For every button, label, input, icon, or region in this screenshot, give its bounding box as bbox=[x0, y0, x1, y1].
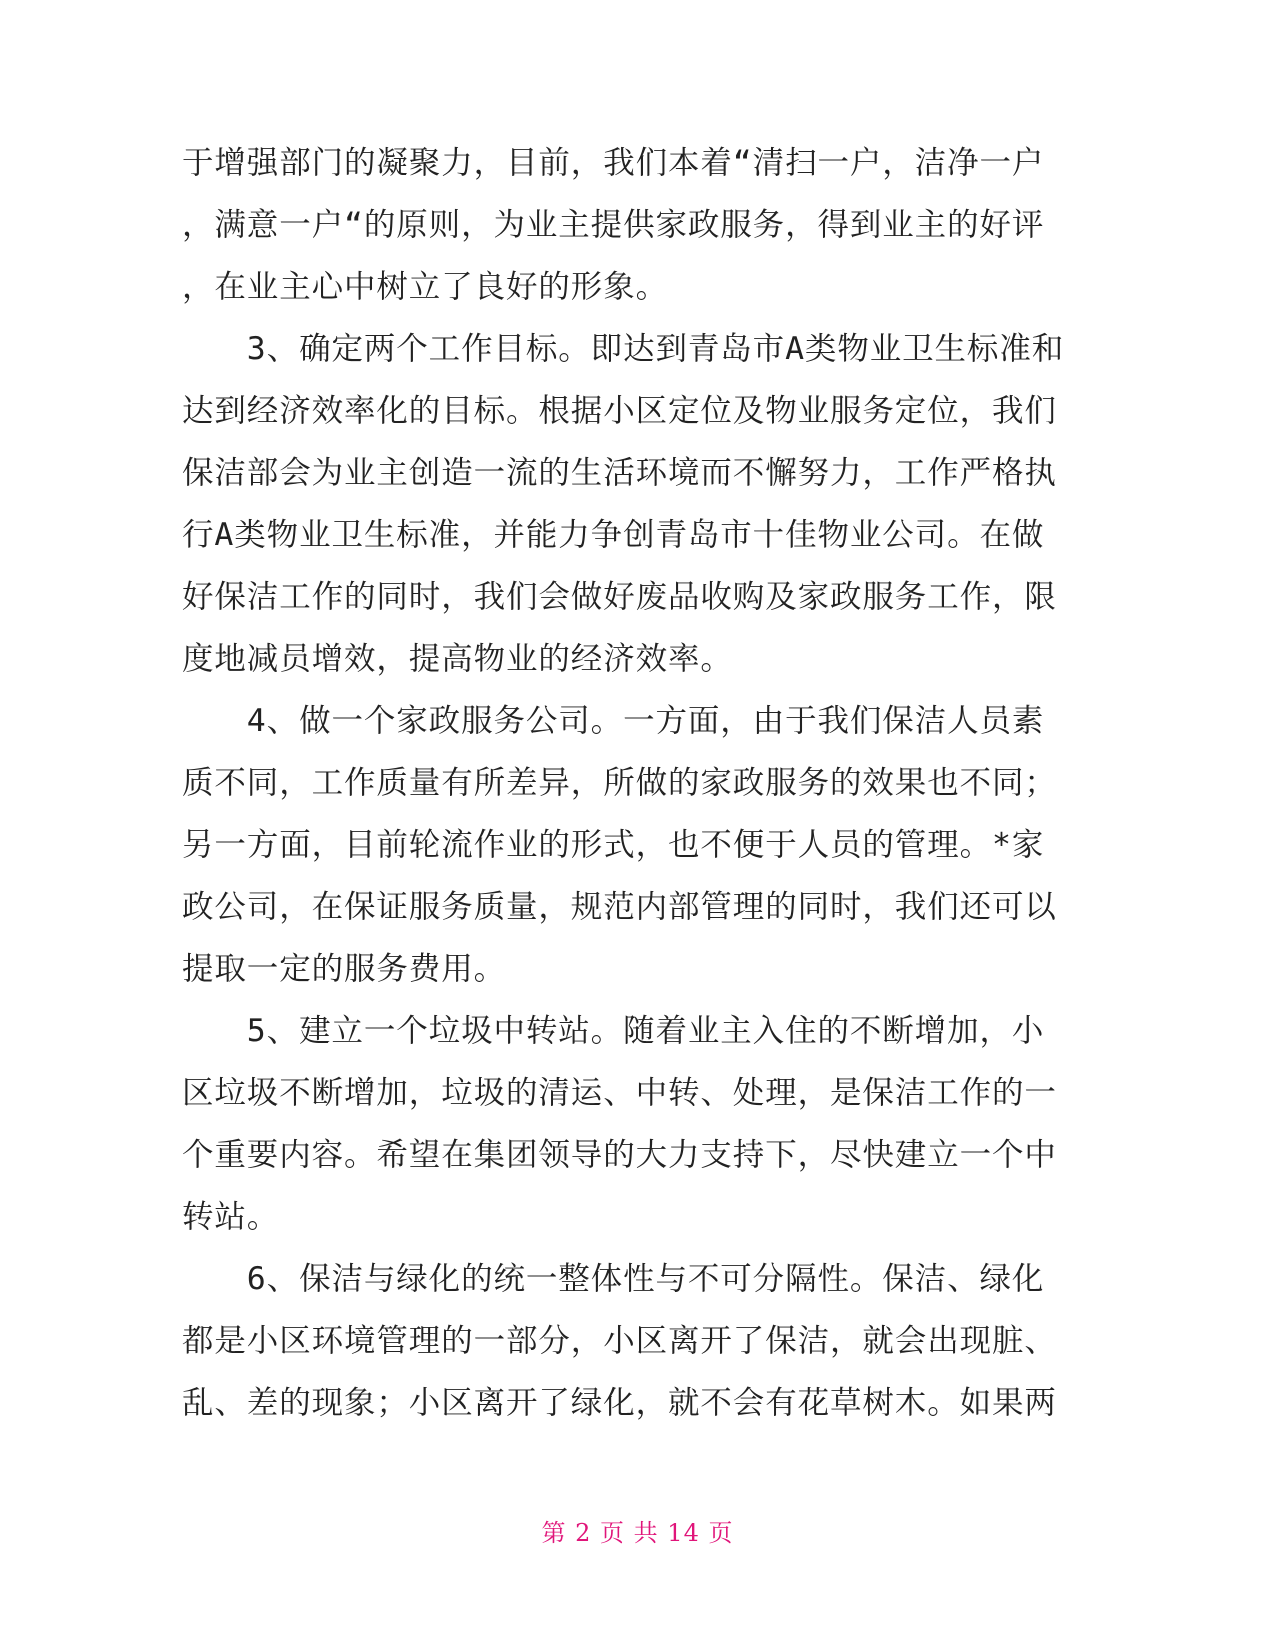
text-line: 行A类物业卫生标准，并能力争创青岛市十佳物业公司。在做 bbox=[182, 517, 1045, 553]
text-line: 好保洁工作的同时，我们会做好废品收购及家政服务工作，限 bbox=[182, 579, 1057, 615]
text-line: ，在业主心中树立了良好的形象。 bbox=[182, 269, 669, 305]
page-number-label: 第 2 页 共 14 页 bbox=[541, 1519, 734, 1547]
text-line: 4、做一个家政服务公司。一方面，由于我们保洁人员素 bbox=[182, 703, 1045, 739]
text-line: 个重要内容。希望在集团领导的大力支持下，尽快建立一个中 bbox=[182, 1137, 1057, 1173]
text-line: 保洁部会为业主创造一流的生活环境而不懈努力，工作严格执 bbox=[182, 455, 1057, 491]
text-line: 5、建立一个垃圾中转站。随着业主入住的不断增加，小 bbox=[182, 1013, 1045, 1049]
text-line: 于增强部门的凝聚力，目前，我们本着“清扫一户，洁净一户 bbox=[182, 145, 1045, 181]
text-line: 另一方面，目前轮流作业的形式，也不便于人员的管理。*家 bbox=[182, 827, 1045, 863]
text-line: 达到经济效率化的目标。根据小区定位及物业服务定位，我们 bbox=[182, 393, 1057, 429]
text-line: 度地减员增效，提高物业的经济效率。 bbox=[182, 641, 733, 677]
text-line: 乱、差的现象；小区离开了绿化，就不会有花草树木。如果两 bbox=[182, 1385, 1057, 1421]
text-line: 转站。 bbox=[182, 1199, 280, 1235]
text-line: 质不同，工作质量有所差异，所做的家政服务的效果也不同； bbox=[182, 765, 1057, 801]
text-line: 6、保洁与绿化的统一整体性与不可分隔性。保洁、绿化 bbox=[182, 1261, 1045, 1297]
text-line: 都是小区环境管理的一部分，小区离开了保洁，就会出现脏、 bbox=[182, 1323, 1057, 1359]
text-line: 3、确定两个工作目标。即达到青岛市A类物业卫生标准和 bbox=[182, 331, 1065, 367]
text-line: 政公司，在保证服务质量，规范内部管理的同时，我们还可以 bbox=[182, 889, 1057, 925]
text-line: 提取一定的服务费用。 bbox=[182, 951, 507, 987]
text-line: ，满意一户“的原则，为业主提供家政服务，得到业主的好评 bbox=[182, 207, 1045, 243]
page-footer bbox=[0, 1518, 1275, 1548]
text-line: 区垃圾不断增加，垃圾的清运、中转、处理，是保洁工作的一 bbox=[182, 1075, 1057, 1111]
